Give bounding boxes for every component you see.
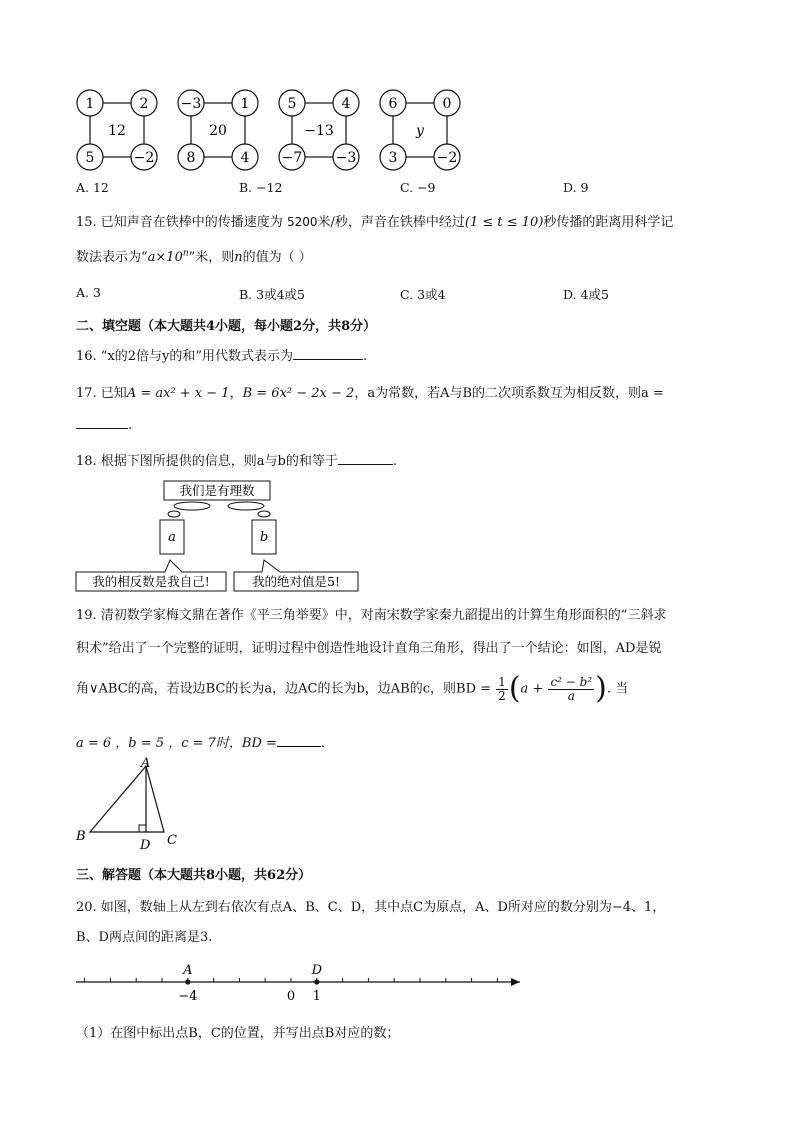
corner-number: 1 <box>240 96 250 112</box>
corner-number: 8 <box>186 150 196 166</box>
q15-option-c: C. 3或4 <box>400 287 446 302</box>
q17-answer-blank[interactable] <box>76 428 128 429</box>
tick-label-zero: 0 <box>286 989 296 1004</box>
q19-line-4: a = 6 ，b = 5 ，c = 7时，BD = . <box>76 736 326 751</box>
center-number: 12 <box>108 123 126 139</box>
vertex-label-d: D <box>140 838 151 852</box>
q18-figure <box>70 478 380 596</box>
number-square-3 <box>279 90 359 170</box>
q14-option-b: B. −12 <box>239 180 283 195</box>
q14-option-d: D. 9 <box>563 180 589 195</box>
corner-number: 4 <box>240 150 250 166</box>
number-square-2 <box>178 90 258 170</box>
point-label: D <box>311 963 323 978</box>
vertex-label-b: B <box>76 829 86 844</box>
thought-bubble-left <box>174 502 210 510</box>
q16-answer-blank[interactable] <box>293 359 363 360</box>
q19-answer-blank[interactable] <box>277 746 321 747</box>
box-b-label: b <box>259 530 269 545</box>
q15-option-b: B. 3或4或5 <box>239 287 305 302</box>
corner-number: 2 <box>139 96 149 112</box>
thought-bubble-right <box>228 502 264 510</box>
number-line <box>76 963 520 1004</box>
fraction-c2-b2: $\frac{\text{c² − b²}}{a}$ <box>550 674 593 703</box>
corner-number: 5 <box>85 150 95 166</box>
corner-number: −2 <box>133 150 155 166</box>
corner-number: 1 <box>85 96 95 112</box>
q15-line-1: 15. 已知声音在铁棒中的传播速度为 5200米/秒，声音在铁棒中经过(1 ≤ t ≤ 10)秒传播的距离用科学记 <box>76 215 674 230</box>
corner-number: 0 <box>442 96 452 112</box>
box-a-label: a <box>168 530 176 545</box>
q19-triangle-figure <box>70 756 200 852</box>
corner-number: −3 <box>180 96 202 112</box>
corner-number: −2 <box>436 150 458 166</box>
q14-squares-figure <box>70 86 470 176</box>
q17-text: 17. 已知A = ax² + x − 1，B = 6x² − 2x − 2，a为常数，若A与B的二次项系数互为相反数，则a = <box>76 386 664 401</box>
speech-bubble-right-text: 我的绝对值是5! <box>252 574 340 589</box>
q15-option-a: A. 3 <box>76 285 101 300</box>
number-square-4 <box>380 90 460 170</box>
tick-label: −4 <box>178 989 198 1004</box>
thought-dot-left <box>168 511 180 517</box>
q15-line-2: 数法表示为“$a\times 10^n$”米，则n的值为（ ） <box>76 248 312 265</box>
corner-number: 3 <box>388 150 398 166</box>
corner-number: 5 <box>287 96 297 112</box>
axis-arrow <box>511 978 520 986</box>
q20-sub-question-1: （1）在图中标出点B，C的位置，并写出点B对应的数； <box>76 1026 400 1041</box>
number-square-1 <box>77 90 157 170</box>
q20-line-1: 20. 如图，数轴上从左到右依次有点A、B、C、D，其中点C为原点，A、D所对应的数分别为−4、1， <box>76 900 666 915</box>
right-angle-mark <box>139 825 146 832</box>
corner-number: 6 <box>388 96 398 112</box>
center-number: y <box>416 123 424 139</box>
center-number: 20 <box>209 123 227 139</box>
tick-label: 1 <box>312 989 321 1004</box>
q19-line-2: 积术”给出了一个完整的证明，证明过程中创造性地设计直角三角形，得出了一个结论：如图，AD是锐 <box>76 641 662 656</box>
center-number: −13 <box>304 123 334 139</box>
fraction-half: $\frac{1}{2}$ <box>498 674 506 703</box>
q16-text: 16. “x的2倍与y的和”用代数式表示为 . <box>76 349 368 364</box>
q15-option-d: D. 4或5 <box>563 287 609 302</box>
q14-option-c: C. −9 <box>400 180 436 195</box>
point-dot <box>185 979 190 984</box>
vertex-label-a: A <box>141 756 151 771</box>
point-label: A <box>183 963 193 978</box>
speech-bubble-left-text: 我的相反数是我自己! <box>92 574 210 589</box>
corner-number: −3 <box>335 150 357 166</box>
q20-line-2: B、D两点间的距离是3. <box>76 930 213 945</box>
corner-number: 4 <box>341 96 351 112</box>
q14-option-a: A. 12 <box>76 180 109 195</box>
corner-number: −7 <box>281 150 303 166</box>
q18-answer-blank[interactable] <box>338 464 393 465</box>
bubble-top-text: 我们是有理数 <box>179 483 255 498</box>
q19-line-1: 19. 清初数学家梅文鼎在著作《平三角举要》中，对南宋数学家秦九韶提出的计算生角形面积的“三斜求 <box>76 608 667 623</box>
thought-dot-right <box>258 511 270 517</box>
vertex-label-c: C <box>167 833 177 848</box>
q17-answer-line: . <box>76 418 132 433</box>
number-line-figure <box>70 958 530 1008</box>
triangle-abc <box>90 766 164 832</box>
point-dot <box>314 979 319 984</box>
q18-text: 18. 根据下图所提供的信息，则a与b的和等于 . <box>76 454 398 469</box>
section-3-heading: 三、解答题（本大题共8小题，共62分） <box>76 868 312 883</box>
section-2-heading: 二、填空题（本大题共4小题，每小题2分，共8分） <box>76 319 377 334</box>
q19-line-3: 角∨ABC的高，若设边BC的长为a，边AC的长为b，边AB的c，则BD = $\frac{1}{2}$ (a + $\frac{\text{c² − b²}}{a}$ ). 当 <box>76 671 629 706</box>
